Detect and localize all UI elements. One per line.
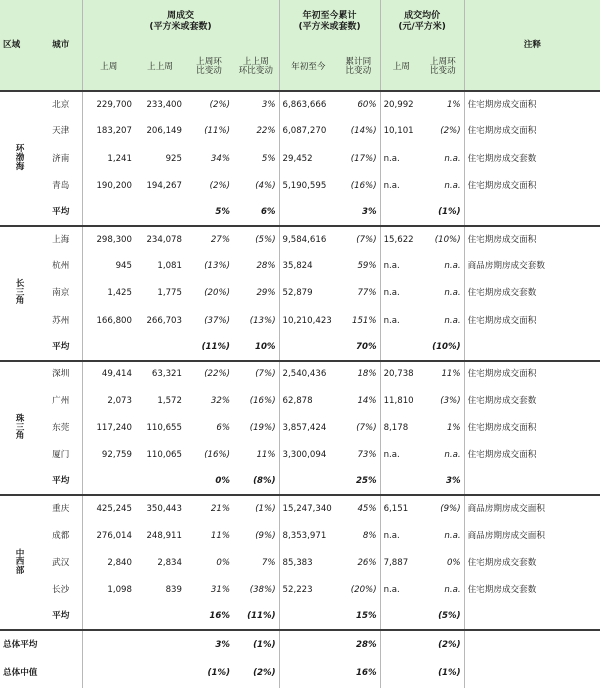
weekly-prev-cell: 206,149: [146, 126, 182, 137]
price-change-cell: n.a.: [444, 530, 461, 541]
ytd-cell: 8,353,971: [279, 522, 337, 549]
city-name: 重庆: [52, 504, 70, 515]
header-ytd: [279, 0, 380, 44]
region-char: 三: [15, 422, 25, 433]
ytd-cell: 10,210,423: [279, 307, 337, 334]
city-name: 武汉: [52, 557, 70, 568]
total-label: 总体中值: [3, 668, 38, 679]
weekly-last-cell: 117,240: [82, 415, 135, 442]
total-ytd-change-cell: 28%: [355, 639, 377, 650]
table-row: [0, 495, 600, 522]
note-cell: 住宅期房成交面积: [464, 307, 600, 334]
note-cell: 住宅期房成交套数: [464, 145, 600, 172]
weekly-prev-cell: 350,443: [146, 504, 182, 515]
price-cell: 15,622: [380, 226, 422, 253]
weekly-prev-cell: 1,081: [157, 261, 182, 272]
weekly-prev-cell: 925: [165, 153, 182, 164]
ytd-cell: 15,247,340: [279, 495, 337, 522]
ytd-change-cell: (16%): [350, 180, 377, 191]
weekly-last-cell: 2,840: [82, 550, 135, 577]
weekly-wow-cell: (11%): [204, 126, 230, 137]
region-char: 角: [15, 431, 25, 442]
price-change-cell: n.a.: [444, 315, 461, 326]
ytd-cell: 62,878: [279, 388, 337, 415]
header-price-wow-1: 上周环: [429, 57, 456, 68]
table-row: [0, 173, 600, 200]
region-char: 渤: [15, 153, 25, 164]
weekly-wow-prev-cell: (38%): [249, 585, 276, 596]
empty-cell: [279, 335, 337, 361]
ytd-cell: 6,087,270: [279, 118, 337, 145]
price-change-cell: 11%: [441, 369, 461, 380]
weekly-wow-cell: 32%: [210, 395, 230, 406]
price-change-cell: n.a.: [444, 180, 461, 191]
header-weekly-title: 周成交: [167, 10, 195, 21]
region-char: 珠: [15, 413, 25, 424]
header-region: 区域: [0, 0, 40, 91]
note-cell: 住宅期房成交面积: [464, 91, 600, 118]
header-wow-prev: [233, 44, 279, 91]
weekly-wow-prev-cell: (9%): [255, 530, 276, 541]
empty-cell: [279, 200, 337, 226]
region-label: [0, 495, 40, 630]
price-cell: n.a.: [380, 307, 422, 334]
average-label: 平均: [40, 604, 82, 630]
weekly-wow-cell: (13%): [204, 261, 230, 272]
average-wow-prev-cell: (8%): [233, 469, 279, 495]
weekly-prev-cell: 248,911: [146, 530, 182, 541]
ytd-cell: 3,300,094: [279, 442, 337, 469]
ytd-change-cell: 26%: [357, 557, 377, 568]
table-row: [0, 415, 600, 442]
weekly-wow-prev-cell: 5%: [261, 153, 276, 164]
empty-cell: [380, 630, 422, 659]
weekly-last-cell: 166,800: [82, 307, 135, 334]
note-cell: 住宅期房成交面积: [464, 118, 600, 145]
price-change-cell: n.a.: [444, 288, 461, 299]
header-weekly-unit: (平方米或套数): [149, 22, 212, 32]
weekly-wow-prev-cell: (4%): [255, 180, 276, 191]
weekly-last-cell: 425,245: [82, 495, 135, 522]
note-cell: 商品房期房成交套数: [464, 253, 600, 280]
header-price-unit: (元/平方米): [398, 22, 446, 32]
ytd-change-cell: (14%): [350, 126, 377, 137]
average-price-change-cell: (1%): [422, 200, 464, 226]
note-cell: 住宅期房成交面积: [464, 173, 600, 200]
weekly-prev-cell: 110,065: [146, 450, 182, 461]
weekly-wow-prev-cell: (5%): [255, 234, 276, 245]
ytd-cell: 6,863,666: [279, 91, 337, 118]
weekly-last-cell: 49,414: [82, 361, 135, 388]
average-row: [0, 604, 600, 630]
header-wow-prev-1: 上上周: [242, 57, 269, 68]
average-label: 平均: [40, 335, 82, 361]
empty-cell: [380, 469, 422, 495]
region-char: 海: [15, 161, 25, 172]
weekly-wow-cell: (2%): [209, 99, 230, 110]
total-average-row: [0, 630, 600, 659]
header-price-last: 上周: [380, 44, 422, 91]
ytd-change-cell: 18%: [357, 369, 377, 380]
ytd-change-cell: 8%: [362, 530, 377, 541]
note-cell: 住宅期房成交套数: [464, 550, 600, 577]
weekly-wow-prev-cell: 3%: [261, 99, 276, 110]
table-row: [0, 307, 600, 334]
weekly-wow-prev-cell: (1%): [255, 504, 276, 515]
ytd-change-cell: 151%: [351, 315, 377, 326]
header-city: 城市: [40, 0, 82, 91]
price-change-cell: 1%: [446, 423, 461, 434]
price-cell: n.a.: [380, 145, 422, 172]
empty-cell: [82, 335, 135, 361]
header-ytd-title: 年初至今累计: [302, 10, 357, 21]
weekly-last-cell: 183,207: [82, 118, 135, 145]
weekly-wow-cell: (20%): [204, 288, 230, 299]
city-name: 杭州: [52, 261, 70, 272]
price-change-cell: n.a.: [444, 585, 461, 596]
region-label: [0, 91, 40, 226]
average-label: 平均: [40, 200, 82, 226]
total-wow-prev-cell: (2%): [253, 668, 276, 679]
note-cell: 住宅期房成交套数: [464, 280, 600, 307]
ytd-cell: 35,824: [279, 253, 337, 280]
table-row: [0, 226, 600, 253]
city-name: 天津: [52, 126, 70, 137]
total-wow-cell: (1%): [207, 668, 230, 679]
ytd-change-cell: 73%: [357, 450, 377, 461]
weekly-prev-cell: 233,400: [146, 99, 182, 110]
header-ytd-chg-1: 累计同: [345, 57, 372, 68]
empty-cell: [380, 200, 422, 226]
region-char: 环: [15, 144, 25, 155]
region-char: 长: [15, 279, 25, 290]
region-char: 中: [15, 548, 25, 559]
table-row: [0, 388, 600, 415]
total-price-change-cell: (1%): [438, 668, 461, 679]
weekly-wow-cell: 21%: [210, 504, 230, 515]
weekly-prev-cell: 1,775: [157, 288, 182, 299]
ytd-cell: 3,857,424: [279, 415, 337, 442]
price-cell: n.a.: [380, 253, 422, 280]
empty-cell: [82, 604, 135, 630]
weekly-wow-prev-cell: 11%: [256, 450, 276, 461]
weekly-wow-cell: (22%): [204, 369, 230, 380]
price-cell: n.a.: [380, 173, 422, 200]
weekly-last-cell: 229,700: [82, 91, 135, 118]
price-cell: 11,810: [380, 388, 422, 415]
total-price-change-cell: (2%): [438, 639, 461, 650]
header-ytd-unit: (平方米或套数): [298, 22, 361, 32]
weekly-last-cell: 1,098: [82, 577, 135, 604]
weekly-last-cell: 945: [82, 253, 135, 280]
average-row: [0, 469, 600, 495]
price-change-cell: (10%): [434, 234, 461, 245]
city-name: 苏州: [52, 315, 70, 326]
ytd-change-cell: (17%): [350, 153, 377, 164]
city-name: 广州: [52, 395, 70, 406]
empty-cell: [464, 630, 600, 659]
empty-cell: [380, 335, 422, 361]
empty-cell: [464, 335, 600, 361]
total-wow-cell: 3%: [215, 639, 230, 650]
average-wow-prev-cell: (11%): [233, 604, 279, 630]
average-row: [0, 335, 600, 361]
empty-cell: [464, 469, 600, 495]
weekly-last-cell: 1,425: [82, 280, 135, 307]
ytd-cell: 5,190,595: [279, 173, 337, 200]
ytd-change-cell: (20%): [350, 585, 377, 596]
header-price-wow-2: 比变动: [429, 66, 456, 76]
note-cell: 住宅期房成交套数: [464, 577, 600, 604]
weekly-prev-cell: 110,655: [146, 423, 182, 434]
price-cell: n.a.: [380, 280, 422, 307]
city-name: 青岛: [52, 180, 70, 191]
header-prev-week: 上上周: [135, 44, 185, 91]
weekly-last-cell: 298,300: [82, 226, 135, 253]
empty-cell: [82, 469, 135, 495]
city-name: 成都: [52, 530, 70, 541]
ytd-cell: 85,383: [279, 550, 337, 577]
table-row: [0, 91, 600, 118]
price-cell: 6,151: [380, 495, 422, 522]
ytd-change-cell: 45%: [357, 504, 377, 515]
average-ytd-change-cell: 25%: [337, 469, 380, 495]
price-cell: 10,101: [380, 118, 422, 145]
table-row: [0, 118, 600, 145]
ytd-change-cell: 14%: [357, 395, 377, 406]
weekly-wow-cell: (37%): [204, 315, 230, 326]
weekly-prev-cell: 194,267: [146, 180, 182, 191]
weekly-last-cell: 2,073: [82, 388, 135, 415]
note-cell: 住宅期房成交面积: [464, 415, 600, 442]
table-row: [0, 522, 600, 549]
weekly-wow-prev-cell: (13%): [249, 315, 276, 326]
header-row-top: [0, 0, 600, 44]
table-row: [0, 280, 600, 307]
table-row: [0, 145, 600, 172]
price-cell: 20,738: [380, 361, 422, 388]
price-change-cell: (2%): [440, 126, 461, 137]
ytd-cell: 29,452: [279, 145, 337, 172]
weekly-wow-cell: 6%: [216, 423, 230, 434]
header-wow-prev-2: 环比变动: [238, 66, 273, 76]
average-wow-cell: (11%): [185, 335, 233, 361]
city-name: 长沙: [52, 585, 70, 596]
empty-cell: [135, 604, 185, 630]
empty-cell: [279, 469, 337, 495]
weekly-wow-prev-cell: 28%: [256, 261, 276, 272]
city-name: 厦门: [52, 450, 70, 461]
weekly-wow-cell: (2%): [209, 180, 230, 191]
average-ytd-change-cell: 70%: [337, 335, 380, 361]
empty-cell: [82, 630, 135, 659]
region-label: [0, 226, 40, 361]
ytd-change-cell: (7%): [356, 234, 377, 245]
price-change-cell: n.a.: [444, 450, 461, 461]
price-change-cell: (9%): [440, 504, 461, 515]
weekly-wow-cell: 11%: [210, 530, 230, 541]
price-change-cell: (3%): [440, 395, 461, 406]
price-cell: 8,178: [380, 415, 422, 442]
header-price-wow: [422, 44, 464, 91]
average-wow-prev-cell: 6%: [233, 200, 279, 226]
average-ytd-change-cell: 3%: [337, 200, 380, 226]
header-price: [380, 0, 464, 44]
average-ytd-change-cell: 15%: [337, 604, 380, 630]
weekly-last-cell: 92,759: [82, 442, 135, 469]
average-wow-cell: 0%: [185, 469, 233, 495]
price-change-cell: n.a.: [444, 261, 461, 272]
city-name: 上海: [52, 234, 70, 245]
weekly-wow-cell: 0%: [216, 557, 230, 568]
weekly-wow-prev-cell: 7%: [261, 557, 276, 568]
weekly-wow-cell: 34%: [210, 153, 230, 164]
header-price-title: 成交均价: [404, 10, 441, 21]
weekly-wow-cell: (16%): [204, 450, 230, 461]
note-cell: 住宅期房成交套数: [464, 388, 600, 415]
total-label: 总体平均: [3, 639, 38, 650]
table-row: [0, 577, 600, 604]
empty-cell: [82, 200, 135, 226]
weekly-wow-prev-cell: (7%): [255, 369, 276, 380]
header-ytd-chg: [337, 44, 380, 91]
price-change-cell: n.a.: [444, 153, 461, 164]
weekly-last-cell: 190,200: [82, 173, 135, 200]
empty-cell: [135, 469, 185, 495]
weekly-prev-cell: 63,321: [151, 369, 182, 380]
header-wow-last-1: 上周环: [196, 57, 222, 68]
price-change-cell: 0%: [446, 557, 461, 568]
ytd-change-cell: 77%: [357, 288, 377, 299]
region-char: 西: [15, 557, 25, 568]
header-ytd-chg-2: 比变动: [345, 66, 372, 76]
price-change-cell: 1%: [446, 99, 461, 110]
note-cell: 住宅期房成交面积: [464, 442, 600, 469]
weekly-wow-prev-cell: (16%): [249, 395, 276, 406]
header-notes: 注释: [464, 0, 600, 91]
header-weekly: [82, 0, 279, 44]
average-label: 平均: [40, 469, 82, 495]
weekly-prev-cell: 1,572: [157, 395, 182, 406]
table-row: [0, 361, 600, 388]
city-name: 济南: [52, 153, 70, 164]
average-wow-prev-cell: 10%: [233, 335, 279, 361]
ytd-change-cell: 59%: [357, 261, 377, 272]
empty-cell: [380, 604, 422, 630]
ytd-cell: 2,540,436: [279, 361, 337, 388]
weekly-wow-cell: 31%: [210, 585, 230, 596]
weekly-prev-cell: 234,078: [146, 234, 182, 245]
city-name: 东莞: [52, 423, 70, 434]
empty-cell: [279, 604, 337, 630]
ytd-cell: 52,879: [279, 280, 337, 307]
region-label: [0, 361, 40, 496]
empty-cell: [135, 200, 185, 226]
empty-cell: [464, 200, 600, 226]
weekly-wow-cell: 27%: [210, 234, 230, 245]
total-ytd-change-cell: 16%: [355, 668, 377, 679]
price-cell: 20,992: [380, 91, 422, 118]
average-price-change-cell: (5%): [422, 604, 464, 630]
empty-cell: [135, 335, 185, 361]
city-name: 北京: [52, 99, 70, 110]
price-cell: 7,887: [380, 550, 422, 577]
average-price-change-cell: 3%: [422, 469, 464, 495]
price-cell: n.a.: [380, 577, 422, 604]
average-price-change-cell: (10%): [422, 335, 464, 361]
region-char: 角: [15, 296, 25, 307]
city-name: 南京: [52, 288, 70, 299]
weekly-prev-cell: 266,703: [146, 315, 182, 326]
header-ytd-sub: 年初至今: [279, 44, 337, 91]
header-last-week: 上周: [82, 44, 135, 91]
ytd-cell: 52,223: [279, 577, 337, 604]
region-char: 部: [15, 565, 25, 576]
weekly-last-cell: 276,014: [82, 522, 135, 549]
weekly-prev-cell: 2,834: [157, 557, 182, 568]
table-row: [0, 253, 600, 280]
weekly-wow-prev-cell: (19%): [249, 423, 276, 434]
note-cell: 住宅期房成交面积: [464, 226, 600, 253]
city-name: 深圳: [52, 369, 70, 380]
total-wow-prev-cell: (1%): [253, 639, 276, 650]
weekly-wow-prev-cell: 29%: [256, 288, 276, 299]
region-char: 三: [15, 287, 25, 298]
table-row: [0, 442, 600, 469]
ytd-cell: 9,584,616: [279, 226, 337, 253]
price-cell: n.a.: [380, 522, 422, 549]
weekly-wow-prev-cell: 22%: [256, 126, 276, 137]
weekly-last-cell: 1,241: [82, 145, 135, 172]
empty-cell: [279, 630, 337, 659]
note-cell: 商品房期房成交面积: [464, 522, 600, 549]
price-cell: n.a.: [380, 442, 422, 469]
ytd-change-cell: 60%: [357, 99, 377, 110]
empty-cell: [135, 630, 185, 659]
ytd-change-cell: (7%): [356, 423, 377, 434]
note-cell: 住宅期房成交面积: [464, 361, 600, 388]
header-wow-last-2: 比变动: [196, 66, 222, 76]
average-wow-cell: 5%: [185, 200, 233, 226]
average-row: [0, 200, 600, 226]
average-wow-cell: 16%: [185, 604, 233, 630]
note-cell: 商品房期房成交面积: [464, 495, 600, 522]
header-wow-last: [185, 44, 233, 91]
empty-cell: [464, 604, 600, 630]
table-row: [0, 550, 600, 577]
weekly-prev-cell: 839: [165, 585, 182, 596]
